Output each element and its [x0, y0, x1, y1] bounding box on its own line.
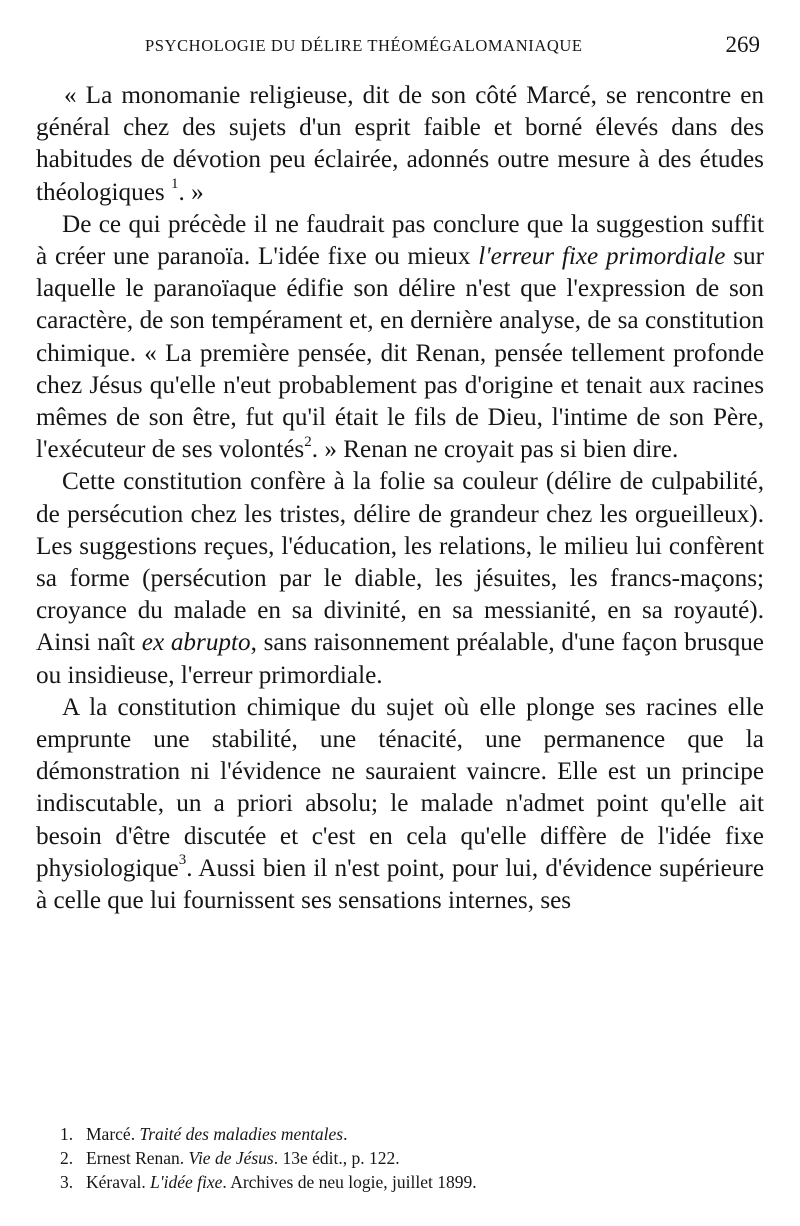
footnote-1 [60, 1122, 760, 1146]
paragraph-1 [36, 80, 764, 209]
running-head: PSYCHOLOGIE DU DÉLIRE THÉOMÉGALOMANIAQUE [145, 36, 583, 55]
paragraph-2-italic: l'erreur fixe primordiale [478, 243, 726, 271]
paragraph-2-text-b: sur laquelle le paranoïaque édifie son délire n'est que l'expression de son caractère, de son tempérament et, en dernière analyse, de sa constitution chimique. « La première pensée, dit Renan, pensée tellement profonde chez Jésus qu'elle n'eut probablement pas d'origine et tenait aux racines mêmes de son être, fut qu'il était le fils de Dieu, l'intime de son Père, l'exécuteur de ses volontés [36, 243, 764, 464]
paragraph-3 [36, 466, 764, 691]
footnote-text: Kéraval. [86, 1172, 151, 1192]
paragraph-3-text-a: Cette constitution confère à la folie sa couleur (délire de culpabilité, de persécution chez les tristes, délire de grandeur chez les orgueilleux). Les suggestions reçues, l'éducation, les relations, le milieu lui confèrent sa forme (persécution par le diable, les jésuites, les francs-maçons; croyance du malade en sa divinité, en sa messianité, en sa royauté). Ainsi naît [36, 468, 764, 657]
footnotes [60, 1122, 760, 1194]
paragraph-4-text-b: . Aussi bien il n'est point, pour lui, d'évidence supérieure à celle que lui fournissent ses sensations internes, ses [36, 854, 764, 915]
footnote-italic: Vie de Jésus [188, 1148, 274, 1168]
footnote-text: Ernest Renan. [86, 1148, 189, 1168]
footnote-ref-3: 3 [178, 852, 187, 869]
footnote-3 [60, 1170, 760, 1194]
footnote-ref-1: 1 [171, 176, 179, 193]
footnote-text: Marcé. [86, 1124, 140, 1144]
page-header [0, 34, 800, 60]
paragraph-4 [36, 692, 764, 917]
paragraph-3-italic: ex abrupto [141, 629, 251, 657]
paragraph-1-text-a: « La monomanie religieuse, dit de son côté Marcé, se rencontre en général chez des sujets d'un esprit faible et borné élevés dans des habitudes de dévotion peu éclairée, adonnés outre mesure à des études théologiques [36, 82, 764, 206]
footnote-ref-2: 2 [304, 433, 312, 450]
footnote-number: 2. [60, 1148, 74, 1168]
footnote-text-end: . 13e édit., p. 122. [273, 1148, 400, 1168]
paragraph-2-text-a: De ce qui précède il ne faudrait pas conclure que la suggestion suffit à créer une paranoïa. L'idée fixe ou mieux [36, 210, 764, 271]
footnote-text-end: . Archives de neu logie, juillet 1899. [222, 1172, 477, 1192]
footnote-italic: L'idée fixe [150, 1172, 223, 1192]
footnote-2 [60, 1146, 760, 1170]
paragraph-1-text-b: . » [178, 178, 204, 206]
footnote-italic: Traité des maladies mentales [139, 1124, 344, 1144]
paragraph-2 [36, 209, 764, 467]
paragraph-3-text-b: , sans raisonnement préalable, d'une façon brusque ou insidieuse, l'erreur primordiale. [36, 629, 764, 689]
body-text [36, 80, 764, 917]
paragraph-2-text-c: . » Renan ne croyait pas si bien dire. [311, 436, 679, 464]
footnote-number: 1. [60, 1124, 74, 1144]
footnote-number: 3. [60, 1172, 74, 1192]
paragraph-4-text-a: A la constitution chimique du sujet où elle plonge ses racines elle emprunte une stabilité, une ténacité, une permanence que la démonstration ni l'évidence ne sauraient vaincre. Elle est un principe indiscutable, un a priori absolu; le malade n'admet point qu'elle ait besoin d'être discutée et c'est en cela qu'elle diffère de l'idée fixe physiologique [36, 693, 764, 882]
footnote-text-end: . [343, 1124, 348, 1144]
page-number: 269 [725, 32, 760, 57]
